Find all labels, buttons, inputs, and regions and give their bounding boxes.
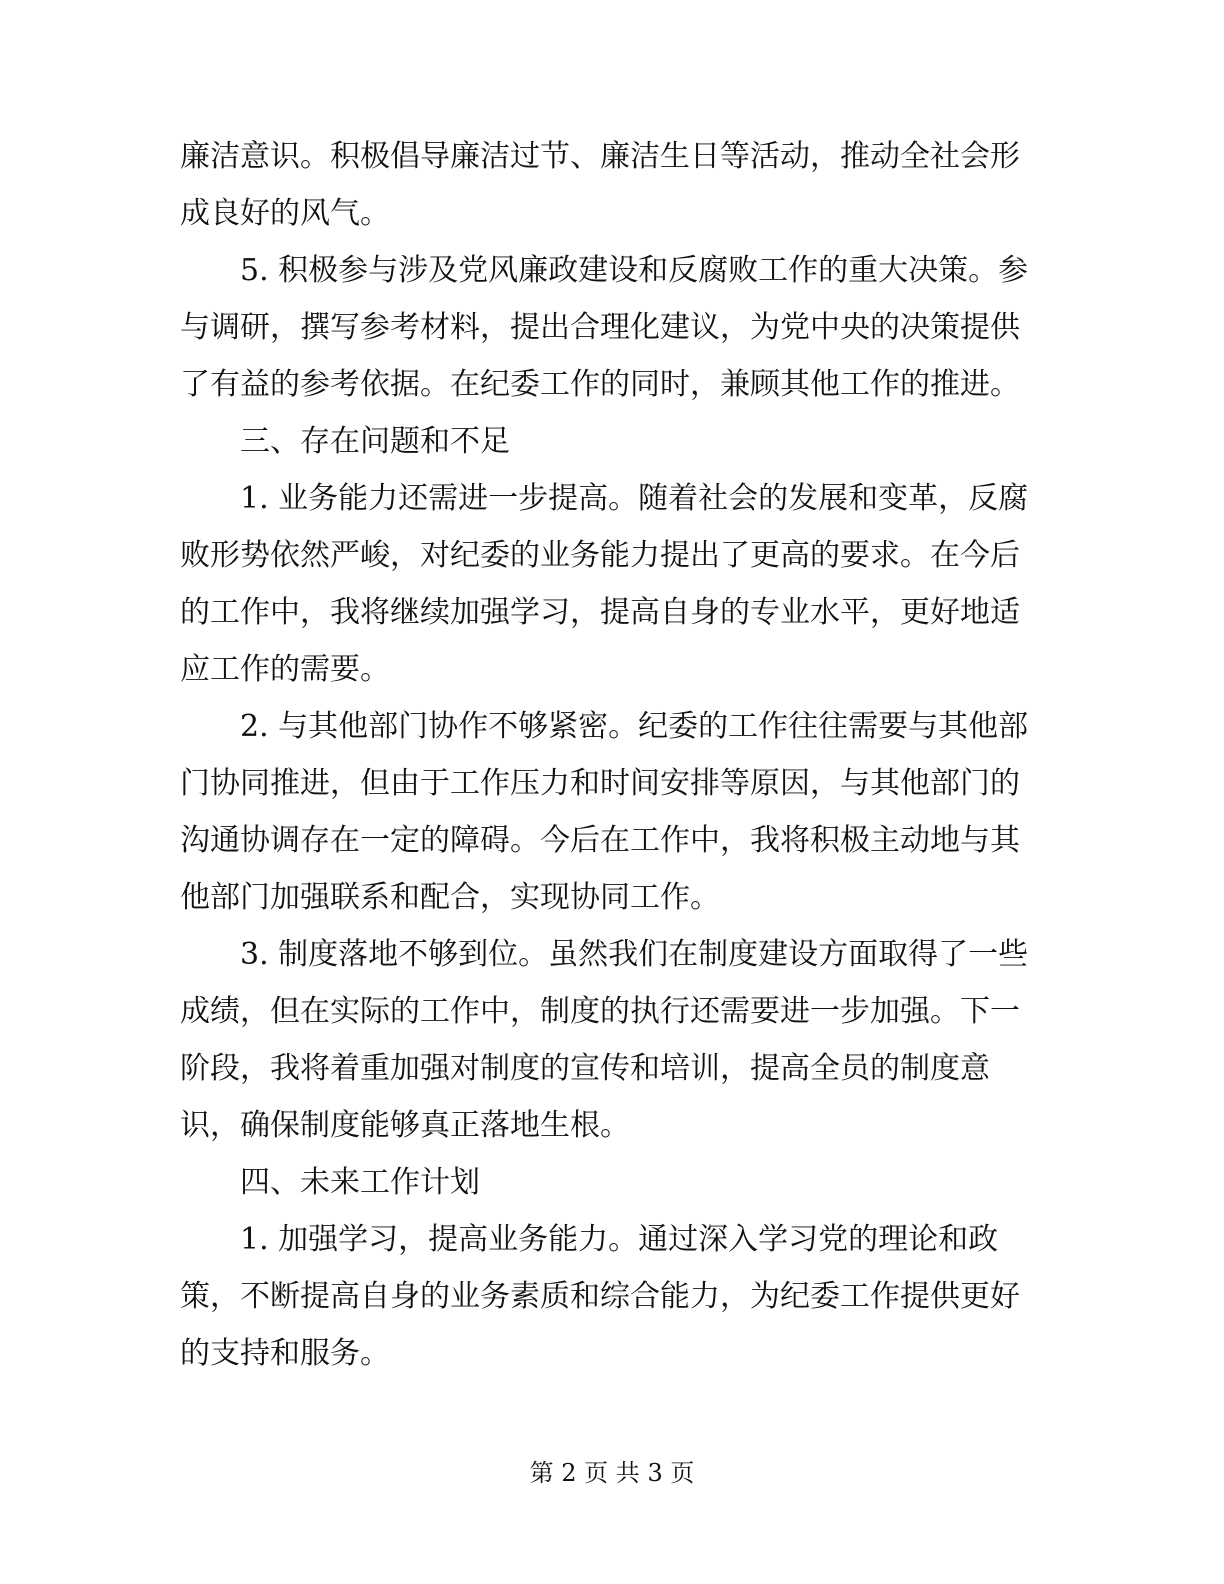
document-body [180,128,1032,1382]
text-line: 识，确保制度能够真正落地生根。 [180,1108,630,1143]
text-line: 阶段，我将着重加强对制度的宣传和培训，提高全员的制度意 [180,1051,990,1086]
text-line: 与调研，撰写参考材料，提出合理化建议，为党中央的决策提供 [180,310,1020,345]
text-line: 2. 与其他部门协作不够紧密。纪委的工作往往需要与其他部 [240,709,1029,744]
text-line: 成绩，但在实际的工作中，制度的执行还需要进一步加强。下一 [180,994,1020,1029]
text-line: 的工作中，我将继续加强学习，提高自身的专业水平，更好地适 [180,595,1020,630]
text-line: 的支持和服务。 [180,1336,390,1371]
section-heading: 四、未来工作计划 [240,1165,480,1200]
text-line: 败形势依然严峻，对纪委的业务能力提出了更高的要求。在今后 [180,538,1020,573]
text-line: 5. 积极参与涉及党风廉政建设和反腐败工作的重大决策。参 [240,253,1029,288]
text-line: 1. 加强学习，提高业务能力。通过深入学习党的理论和政 [240,1222,999,1257]
text-line: 沟通协调存在一定的障碍。今后在工作中，我将积极主动地与其 [180,823,1020,858]
section-heading: 三、存在问题和不足 [240,424,510,459]
page-number-label: 第 2 页 共 3 页 [529,1459,695,1487]
text-line: 应工作的需要。 [180,652,390,687]
text-line: 策，不断提高自身的业务素质和综合能力，为纪委工作提供更好 [180,1279,1020,1314]
text-line: 成良好的风气。 [180,196,390,231]
text-line: 他部门加强联系和配合，实现协同工作。 [180,880,720,915]
text-line: 了有益的参考依据。在纪委工作的同时，兼顾其他工作的推进。 [180,367,1020,402]
text-line: 门协同推进，但由于工作压力和时间安排等原因，与其他部门的 [180,766,1020,801]
text-line: 廉洁意识。积极倡导廉洁过节、廉洁生日等活动，推动全社会形 [180,139,1020,174]
text-line: 3. 制度落地不够到位。虽然我们在制度建设方面取得了一些 [240,937,1029,972]
page-footer [0,1458,1224,1488]
text-line: 1. 业务能力还需进一步提高。随着社会的发展和变革，反腐 [240,481,1029,516]
